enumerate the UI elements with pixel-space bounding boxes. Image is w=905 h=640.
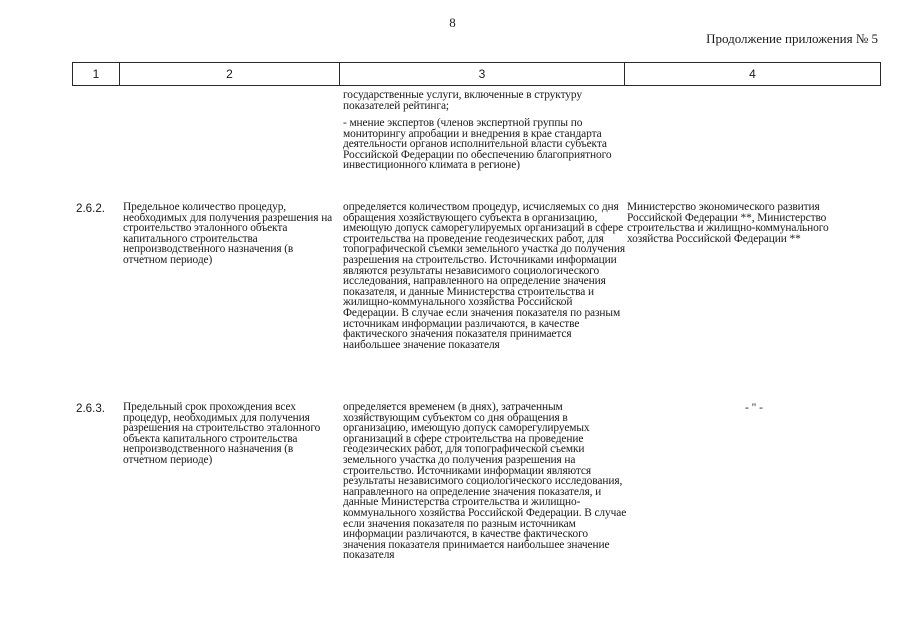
- indicator-name: Предельное количество процедур, необходимых для получения разрешения на строительство эталонного объекта капитального строительства непроизводственного назначения (в отчетном периоде): [123, 201, 333, 266]
- header-col-4: 4: [749, 67, 756, 81]
- indicator-name: Предельный срок прохождения всех процедур, необходимых для получения разрешения на строительство эталонного объекта капитального строительства непроизводственного назначения (в отчетном периоде): [123, 401, 321, 466]
- continuation-text-2: [343, 118, 628, 171]
- table-header-row: [72, 62, 881, 86]
- responsible-body: - " -: [745, 402, 763, 414]
- calculation-method: определяется временем (в днях), затраченным хозяйствующим субъектом со дня обращения в организацию, имеющую допуск саморегулируемых организаций в сфере строительства на проведение геодезических работ, для топографической съемки земельного участка до получения разрешения на строительство. Источниками информации являются результаты независимого социологического исследования, направленного на определение значения показателя, и данные Министерства строительства и жилищно-коммунального хозяйства Российской Федерации. В случае если значения показателя по разным источникам информации различаются, в качестве фактического значения показателя принимается наибольшее значение показателя: [343, 401, 627, 562]
- row-number: 2.6.2.: [76, 202, 106, 215]
- calculation-method: определяется количеством процедур, исчисляемых со дня обращения хозяйствующего субъекта в организацию, имеющую допуск саморегулируемых организаций в сфере строительства на проведение геодезических работ, для топографической съемки земельного участка до получения разрешения на строительство. Источниками информации являются результаты независимого социологического исследования, направленного на определение значения показателя, и данные Министерства строительства и жилищно-коммунального хозяйства Российской Федерации. В случае если значения показателя по разным источникам информации различаются, в качестве фактического значения показателя принимается наибольшее значение показателя: [343, 201, 625, 351]
- header-col-1: 1: [73, 63, 120, 85]
- continuation-text-1: [343, 90, 628, 111]
- header-col-2: 2: [120, 63, 340, 85]
- responsible-body: Министерство экономического развития Российской Федерации **, Министерство строительства и жилищно-коммунального хозяйства Российской Федерации **: [627, 201, 829, 245]
- header-col-3: 3: [340, 63, 625, 85]
- continuation-paragraph-1: государственные услуги, включенные в структуру показателей рейтинга;: [343, 89, 582, 112]
- row-number: 2.6.3.: [76, 402, 106, 415]
- continuation-paragraph-2: - мнение экспертов (членов экспертной группы по мониторингу апробации и внедрения в крае стандарта деятельности органов исполнительной власти субъекта Российской Федерации по обеспечению благоприятного инвестиционного климата в регионе): [343, 117, 612, 172]
- continuation-label: Продолжение приложения № 5: [706, 31, 878, 46]
- page-number: 8: [449, 15, 456, 30]
